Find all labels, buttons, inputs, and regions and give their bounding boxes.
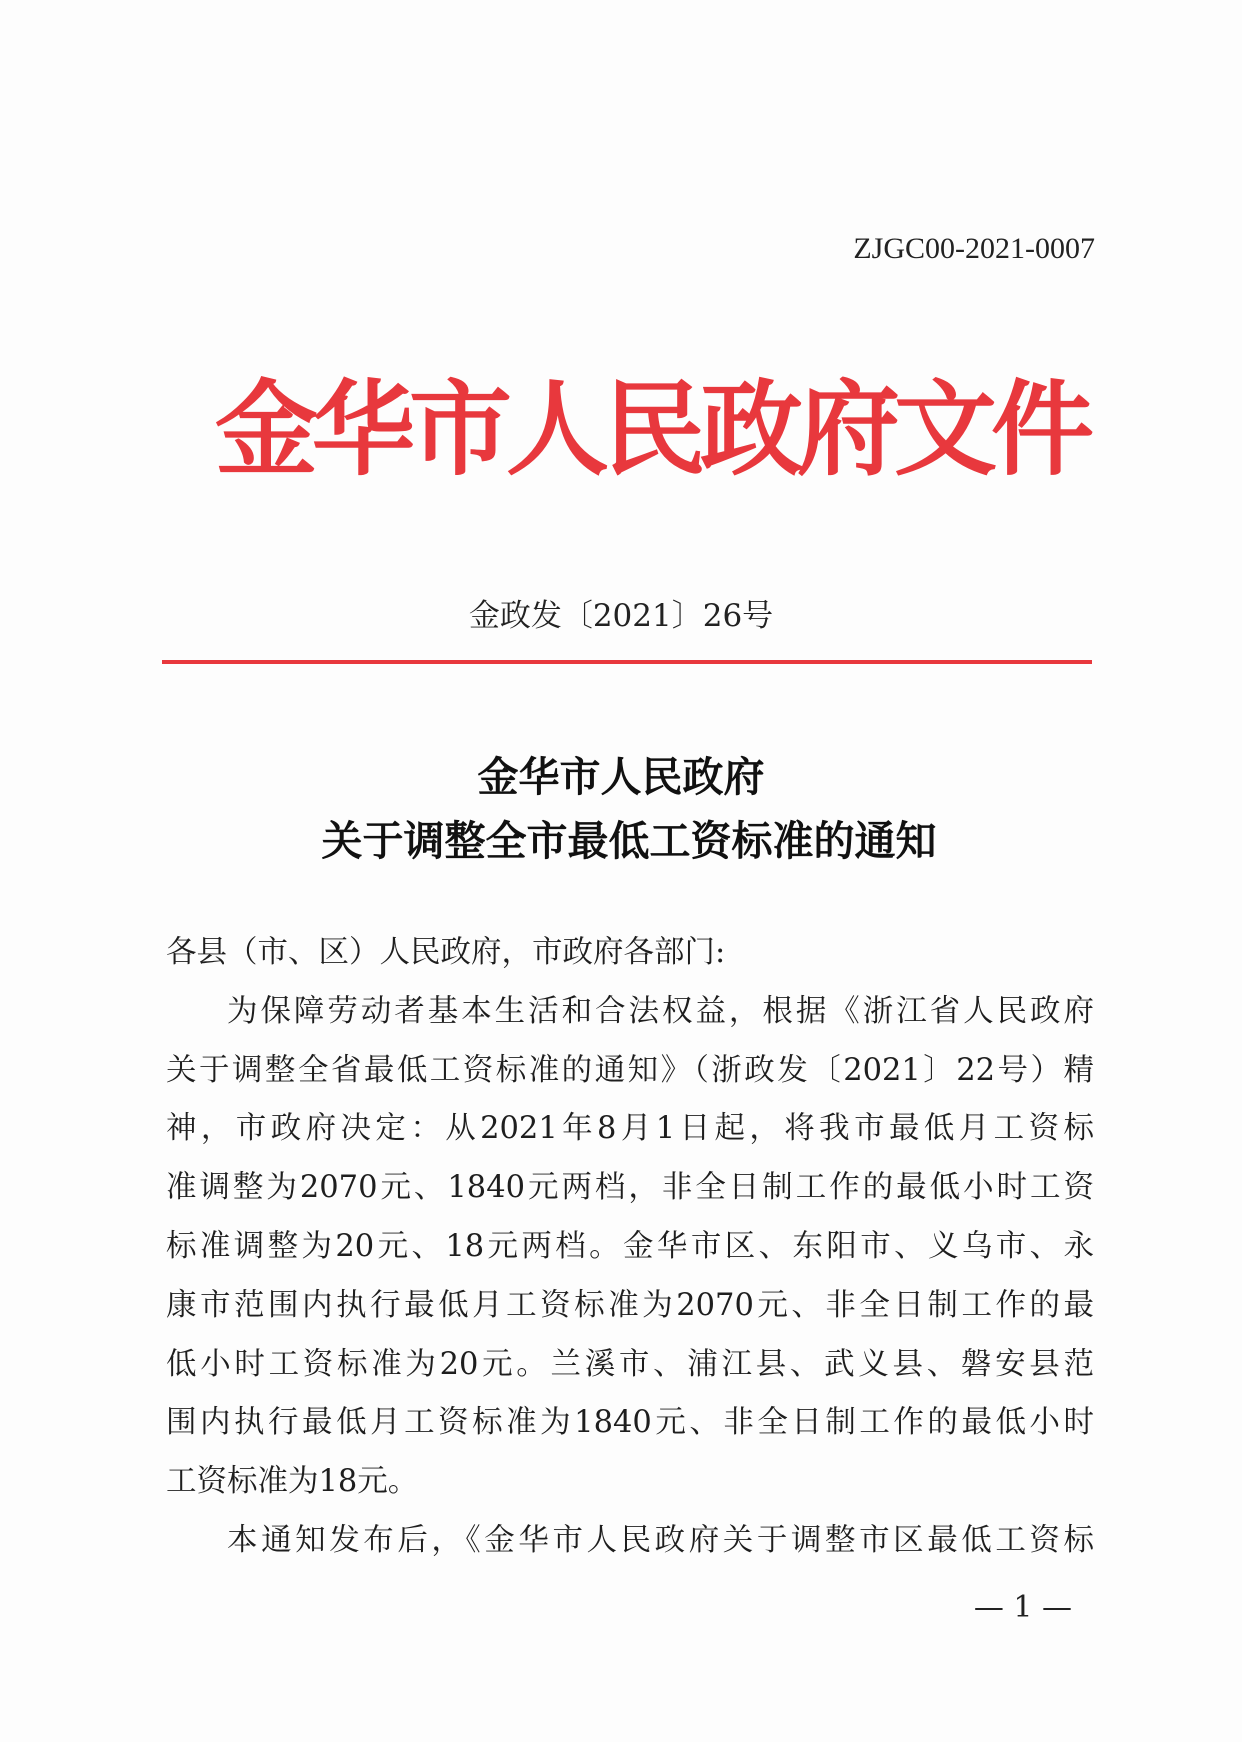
paragraph-2-line: 本通知发布后，《金华市人民政府关于调整市区最低工资标 <box>227 1522 1094 1558</box>
paragraph-1-line: 低小时工资标准为20元。兰溪市、浦江县、武义县、磐安县范 <box>166 1346 1094 1382</box>
paragraph-1-line: 围内执行最低月工资标准为1840元、非全日制工作的最低小时 <box>166 1405 1094 1441</box>
salutation-text: 各县（市、区）人民政府，市政府各部门: <box>166 935 726 970</box>
masthead-title: 金华市人民政府文件 <box>215 369 1088 490</box>
page-number: — 1 — <box>973 1590 1072 1625</box>
paragraph-1-line: 标准调整为20元、18元两档。金华市区、东阳市、义乌市、永 <box>166 1228 1094 1264</box>
paragraph-1-line: 关于调整全省最低工资标准的通知》（浙政发〔2021〕22号）精 <box>166 1052 1094 1088</box>
red-divider-line <box>162 660 1092 664</box>
notice-body <box>166 924 1094 1571</box>
paragraph-1-line: 准调整为2070元、1840元两档，非全日制工作的最低小时工资 <box>166 1170 1094 1206</box>
paragraph-2 <box>166 1512 1094 1571</box>
document-number: 金政发〔2021〕26号 <box>468 598 774 634</box>
notice-title-issuer: 金华市人民政府 <box>477 753 765 801</box>
paragraph-1-line: 为保障劳动者基本生活和合法权益，根据《浙江省人民政府 <box>227 993 1094 1029</box>
paragraph-1 <box>166 983 1094 1512</box>
document-code: ZJGC00-2021-0007 <box>853 232 1095 265</box>
notice-title-subject: 关于调整全市最低工资标准的通知 <box>321 817 937 865</box>
paragraph-1-line: 工资标准为18元。 <box>166 1464 419 1500</box>
paragraph-1-line: 神，市政府决定：从2021年8月1日起，将我市最低月工资标 <box>166 1111 1094 1147</box>
paragraph-1-line: 康市范围内执行最低月工资标准为2070元、非全日制工作的最 <box>166 1287 1094 1323</box>
salutation <box>166 924 1094 983</box>
